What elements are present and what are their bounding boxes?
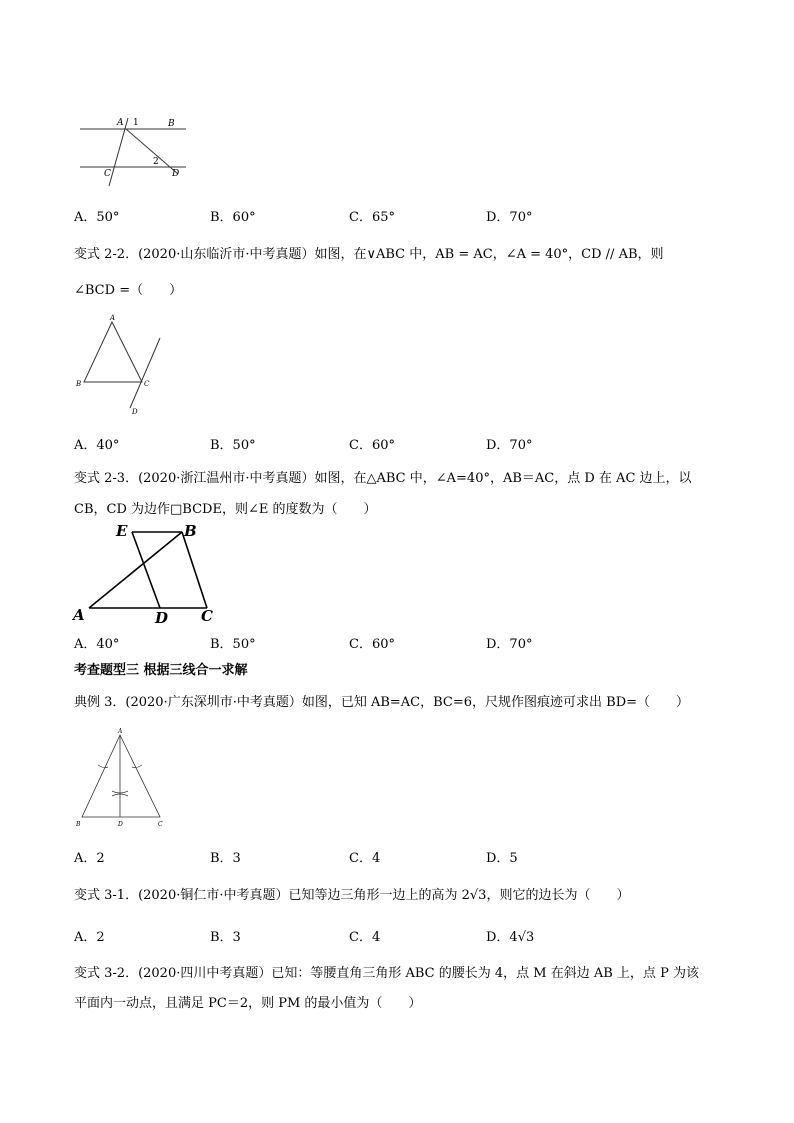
option-c: C．60° — [349, 637, 395, 652]
option-a: A．40° — [74, 637, 120, 652]
label-c: C — [158, 821, 163, 828]
option-b: B．60° — [210, 210, 256, 225]
label-a: A — [110, 314, 116, 322]
option-c: C．60° — [349, 438, 395, 453]
question-2-2-line1: 变式 2-2．(2020·山东临沂市·中考真题）如图，在∨ABC 中，AB = AC，∠A = 40°，CD // AB，则 — [74, 247, 664, 262]
triangle-abc — [84, 322, 142, 382]
arc-mark-left — [98, 765, 108, 768]
option-a: A．50° — [74, 210, 120, 225]
question-2-2-line2: ∠BCD =（ ） — [74, 283, 183, 298]
label-d: D — [172, 169, 180, 179]
option-d: D．5 — [486, 851, 518, 866]
option-d: D．70° — [486, 210, 533, 225]
label-c: C — [144, 380, 150, 388]
question-3-1: 变式 3-1．(2020·铜仁市·中考真题）已知等边三角形一边上的高为 2√3，则它的边长为（ ） — [74, 888, 630, 903]
label-d: D — [118, 821, 123, 828]
option-d: D．4√3 — [486, 930, 535, 945]
label-e: E — [116, 522, 128, 540]
label-c: C — [104, 169, 111, 179]
triangle-abc — [82, 735, 160, 817]
label-d: D — [132, 408, 138, 416]
label-a: A — [118, 728, 123, 735]
question-3-2-line1: 变式 3-2．(2020·四川中考真题）已知：等腰直角三角形 ABC 的腰长为 4，点 M 在斜边 AB 上，点 P 为该 — [74, 966, 699, 981]
line-cd — [130, 338, 160, 408]
label-2: 2 — [153, 157, 159, 167]
option-a: A．40° — [74, 438, 120, 453]
arc-mark-right — [132, 765, 142, 768]
option-b: B．3 — [210, 851, 241, 866]
option-d: D．70° — [486, 438, 533, 453]
figure-triangle-cd — [74, 312, 174, 418]
question-2-3-line1: 变式 2-3．(2020·浙江温州市·中考真题）如图，在△ABC 中，∠A=40°，AB＝AC，点 D 在 AC 边上，以 — [74, 471, 692, 486]
option-d: D．70° — [486, 637, 533, 652]
option-a: A．2 — [74, 930, 105, 945]
figure-isosceles-bisector — [74, 725, 170, 831]
transversal — [109, 118, 128, 186]
section-heading: 考查题型三 根据三线合一求解 — [74, 663, 248, 678]
option-b: B．50° — [210, 637, 256, 652]
question-3-2-line2: 平面内一动点，且满足 PC＝2，则 PM 的最小值为（ ） — [74, 996, 422, 1011]
side-bc — [182, 532, 207, 608]
option-a: A．2 — [74, 851, 105, 866]
label-a: A — [73, 606, 85, 624]
question-2-3-line2: CB，CD 为边作□BCDE，则∠E 的度数为（ ） — [74, 502, 377, 517]
example-3: 典例 3．(2020·广东深圳市·中考真题）如图，已知 AB=AC，BC=6，尺规作图痕迹可求出 BD=（ ） — [74, 695, 690, 710]
option-b: B．50° — [210, 438, 256, 453]
label-b: B — [184, 522, 197, 540]
label-d: D — [155, 609, 169, 627]
option-c: C．4 — [349, 930, 381, 945]
label-b: B — [76, 380, 82, 388]
option-c: C．65° — [349, 210, 395, 225]
label-a: A — [117, 118, 124, 128]
label-c: C — [201, 607, 213, 625]
option-c: C．4 — [349, 851, 381, 866]
figure-parallel-lines — [76, 112, 196, 188]
label-b: B — [76, 821, 81, 828]
label-1: 1 — [133, 118, 139, 128]
option-b: B．3 — [210, 930, 241, 945]
figure-parallelogram — [72, 518, 222, 628]
label-b: B — [168, 119, 175, 129]
